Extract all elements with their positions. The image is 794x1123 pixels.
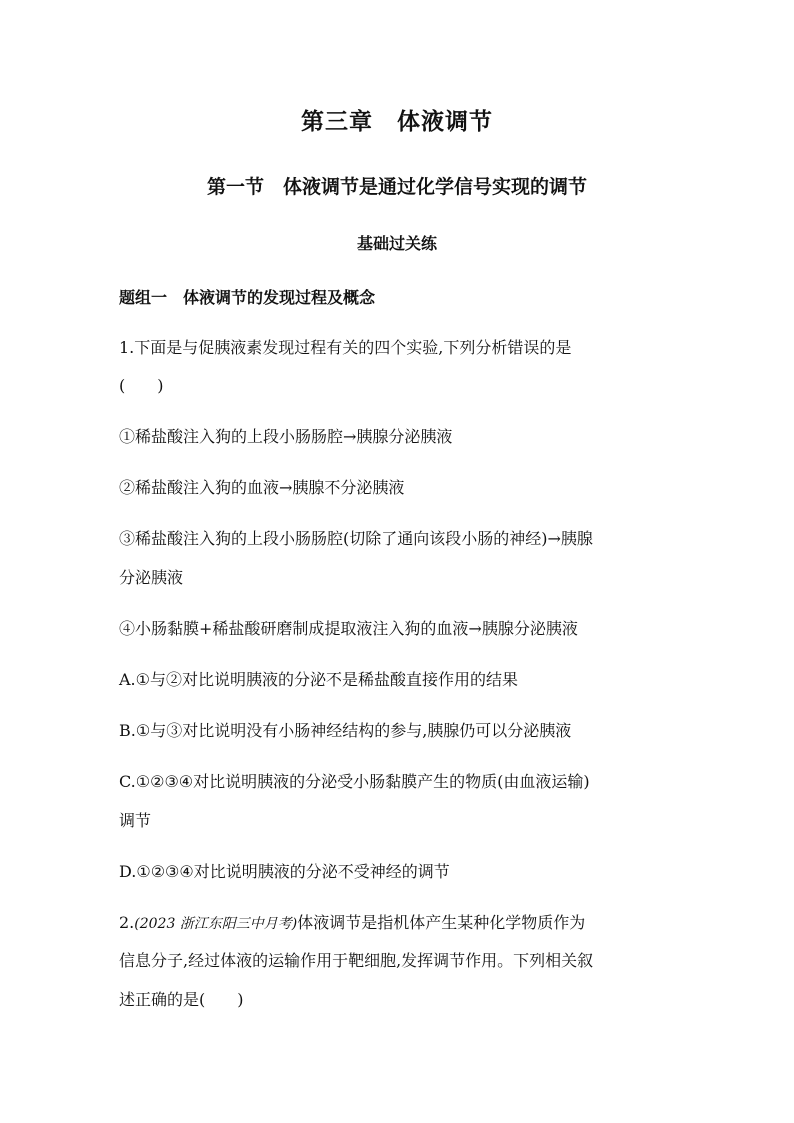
- q1-experiment-1: ①稀盐酸注入狗的上段小肠肠腔→胰腺分泌胰液: [119, 427, 453, 446]
- q2-source: (2023 浙江东阳三中月考): [134, 916, 298, 932]
- q1-experiment-3-line-1: ③稀盐酸注入狗的上段小肠肠腔(切除了通向该段小肠的神经)→胰腺: [119, 529, 593, 548]
- q2-stem-line-2: 信息分子,经过体液的运输作用于靶细胞,发挥调节作用。下列相关叙: [119, 951, 594, 970]
- chapter-title: 第三章 体液调节: [301, 109, 493, 135]
- q2-stem-line-1: [119, 913, 585, 934]
- q1-option-a: A.①与②对比说明胰液的分泌不是稀盐酸直接作用的结果: [119, 670, 518, 689]
- section-title: 第一节 体液调节是通过化学信号实现的调节: [206, 176, 587, 198]
- q2-stem-line-3: 述正确的是( ): [119, 990, 244, 1009]
- q1-answer-bracket: ( ): [119, 376, 164, 395]
- q2-stem-text: 体液调节是指机体产生某种化学物质作为: [297, 913, 586, 932]
- q1-experiment-3-line-2: 分泌胰液: [119, 568, 184, 587]
- q1-option-b: B.①与③对比说明没有小肠神经结构的参与,胰腺仍可以分泌胰液: [119, 721, 572, 740]
- q1-experiment-4: ④小肠黏膜+稀盐酸研磨制成提取液注入狗的血液→胰腺分泌胰液: [119, 619, 578, 638]
- exercise-title: 基础过关练: [356, 234, 437, 253]
- q1-option-d: D.①②③④对比说明胰液的分泌不受神经的调节: [119, 862, 450, 881]
- q1-experiment-2: ②稀盐酸注入狗的血液→胰腺不分泌胰液: [119, 478, 405, 497]
- q2-number: 2.: [119, 913, 135, 932]
- q1-stem-line-1: 1.下面是与促胰液素发现过程有关的四个实验,下列分析错误的是: [119, 338, 572, 357]
- q1-option-c-line-1: C.①②③④对比说明胰液的分泌受小肠黏膜产生的物质(由血液运输): [119, 772, 590, 791]
- q1-option-c-line-2: 调节: [119, 811, 152, 830]
- question-group-title: 题组一 体液调节的发现过程及概念: [119, 288, 376, 307]
